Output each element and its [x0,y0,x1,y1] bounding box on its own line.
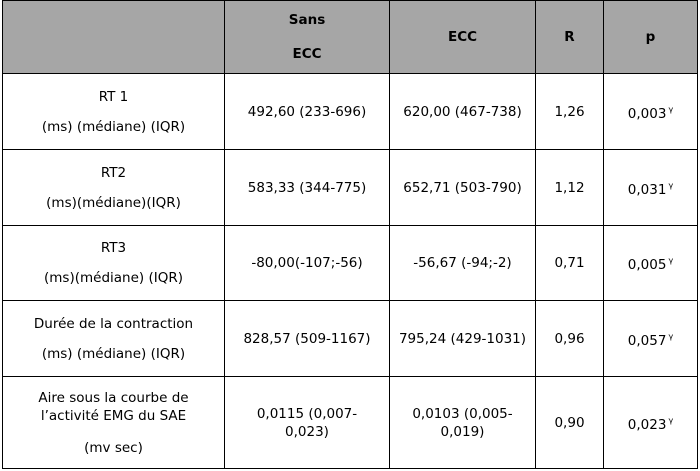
header-empty-cell [3,1,225,74]
table-row [3,377,698,469]
sans-ecc-value: 828,57 (509-1167) [225,301,390,377]
row-label-cell [3,226,225,301]
row-label-cell [3,74,225,150]
p-value-cell [604,74,698,150]
p-mark: γ [668,415,674,425]
header-sans-line2: ECC [292,46,322,62]
p-value: 0,005 [627,257,667,273]
p-mark: γ [668,331,674,341]
sans-ecc-value: -80,00(-107;-56) [225,226,390,301]
table-row [3,150,698,226]
row-label-line2: (ms) (médiane) (IQR) [41,345,186,362]
row-label-line1: RT 1 [98,88,129,105]
ecc-value-line2: 0,019) [440,423,485,440]
ecc-value-line1: 0,0103 (0,005- [412,405,513,422]
r-value: 0,71 [536,226,604,301]
header-row [3,1,698,74]
sans-ecc-value: 492,60 (233-696) [225,74,390,150]
ecc-value [390,377,536,469]
p-value-cell [604,377,698,469]
ecc-value: -56,67 (-94;-2) [390,226,536,301]
table-row [3,226,698,301]
p-mark: γ [668,180,674,190]
row-label-cell [3,377,225,469]
p-value-cell [604,150,698,226]
p-mark: γ [668,256,674,265]
p-value-cell [604,226,698,301]
r-value: 0,90 [536,377,604,469]
row-label-line2: (ms)(médiane)(IQR) [46,194,181,211]
sans-ecc-value [225,377,390,469]
header-p: p [604,1,698,74]
header-r: R [536,1,604,74]
p-value: 0,023 [627,416,667,433]
row-label-line1: RT2 [100,164,127,181]
sans-ecc-value: 583,33 (344-775) [225,150,390,226]
ecc-value: 652,71 (503-790) [390,150,536,226]
row-label-line2: (ms) (médiane) (IQR) [41,118,186,135]
p-value: 0,003 [627,105,667,122]
sans-ecc-value-line1: 0,0115 (0,007- [256,405,358,422]
p-value: 0,031 [627,181,667,198]
row-label-line3: (mv sec) [84,439,143,456]
header-ecc: ECC [390,1,536,74]
sans-ecc-value-line2: 0,023) [285,423,329,440]
r-value: 1,12 [536,150,604,226]
row-label-cell [3,301,225,377]
row-label-line1: RT3 [100,240,127,256]
row-label-line1: Durée de la contraction [33,315,194,332]
row-label-line2: (ms)(médiane) (IQR) [44,270,183,286]
table-row [3,74,698,150]
row-label-cell [3,150,225,226]
ecc-value: 795,24 (429-1031) [390,301,536,377]
header-sans-line1: Sans [288,12,326,28]
header-sans-ecc [225,1,390,74]
p-value-cell [604,301,698,377]
p-value: 0,057 [627,332,667,349]
results-table [2,0,698,469]
ecc-value: 620,00 (467-738) [390,74,536,150]
r-value: 1,26 [536,74,604,150]
row-label-line2: l’activité EMG du SAE [40,407,187,424]
row-label-line1: Aire sous la courbe de [38,389,189,406]
table-row [3,301,698,377]
p-mark: γ [668,104,674,114]
r-value: 0,96 [536,301,604,377]
